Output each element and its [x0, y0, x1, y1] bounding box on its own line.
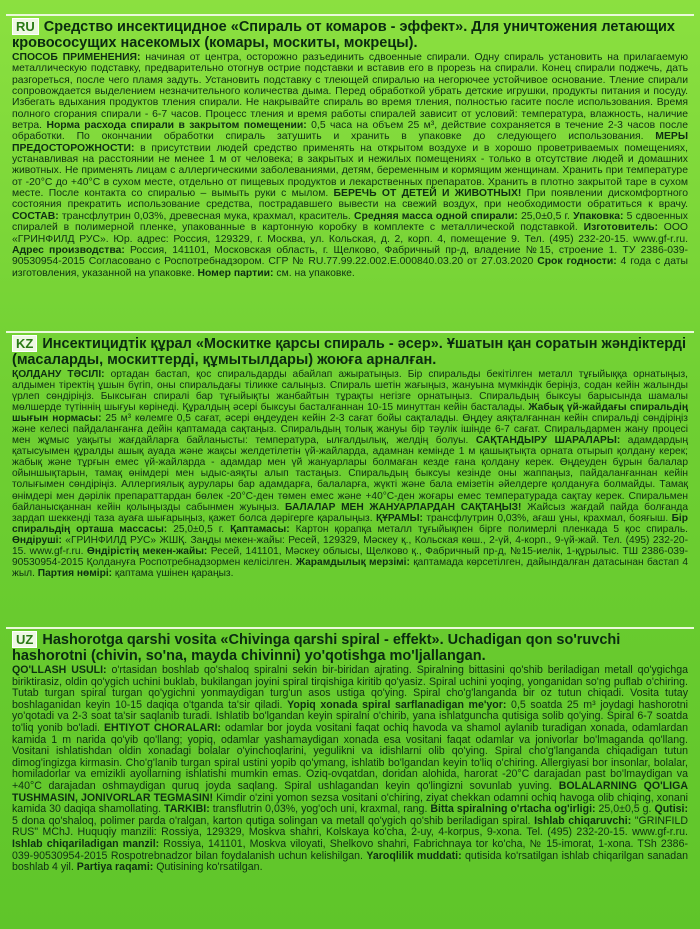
kz-shelf-life-heading: Жарамдылық мерзімі:: [295, 556, 410, 568]
ru-package-text: 5 сдвоенных спиралей в полимерной пленке, упакованные в картонную коробку в комплекте с металлической подставкой.: [12, 210, 688, 234]
uz-body-text: [12, 665, 688, 874]
uz-package-heading: Qutisi:: [654, 803, 688, 816]
ru-warning-text: в присутствии людей средство применять на открытом воздухе и в хорошо проветриваемых помещениях, устанавливая на расстоянии не менее 1 м от человека; в закрытых и нежилых помещениях - только в отсутствие людей и домашних животных. Не применять лицам с аллергическими заболеваниями, детям, беременным и кормящим женщинам. Хранить при температуре от -20°C до +40°C в сухом месте, отдельно от пищевых продуктов и лекарственных препаратов. Хранить в плотно закрытой таре в сухом месте. После контакта со спиралью – вымыть руки с мылом.: [12, 142, 688, 200]
uz-title-text: Hashorotga qarshi vosita «Chivinga qarshi spiral - effekt». Uchadigan qon so'ruvchi hashorotni (chivin, so'na, mayda chivinni) yo'qotishga mo'ljallangan.: [12, 632, 621, 664]
ru-composition-text: трансфлутрин 0,03%, древесная мука, крахмал, краситель.: [58, 210, 354, 222]
kz-lot-text: қаптама үшінен қараңыз.: [112, 567, 234, 579]
uz-mass-heading: Bitta spiralning o'rtacha og'irligi:: [430, 803, 596, 816]
ru-production-text: Россия, 141101, Московская область, г. Щелково, Фабричный пр-д, владение №15, строение 1. ТУ 2386-039-90530954-2015 Согласовано с Роспотребнадзором. СГР № RU.77.99.22.002.Е.000840.03.20 от 27.03.2020: [12, 244, 688, 268]
kz-composition-heading: ҚҰРАМЫ:: [375, 512, 423, 524]
ru-warning-heading: МЕРЫ ПРЕДОСТОРОЖНОСТИ:: [12, 131, 688, 154]
kz-title: [12, 335, 688, 368]
kazakh-section: [6, 331, 694, 611]
uz-shelf-life-text: qutisida ko'rsatilgan ishlab chiqarilgan sanadan boshlab 4 yil.: [12, 849, 688, 874]
ru-body-text: [12, 52, 688, 279]
kz-manufacturer-text: «ГРИНФИЛД РУС» ЖШҚ. Заңды мекен-жайы: Ресей, 129329, Мәскеу қ., Кольская көш., 2-үй, 4-корп., 9-үй-жай. Тел. (495) 232-20-15. www.gf-r.ru.: [12, 534, 688, 557]
uz-package-text: 5 dona qo'shaloq, polimer parda o'ralgan, karton qutiga solingan va metall qo'ygich qo'shib beriladigan spiral.: [12, 814, 535, 827]
ru-title: [12, 18, 688, 51]
ru-keep-away-heading: БЕРЕЧЬ ОТ ДЕТЕЙ И ЖИВОТНЫХ!: [333, 188, 522, 200]
uz-title: [12, 631, 688, 664]
uz-language-tag: UZ: [12, 631, 37, 648]
ru-lot-text: см. на упаковке.: [273, 267, 355, 279]
ru-shelf-life-text: 4 года с даты изготовления, указанной на упаковке.: [12, 256, 688, 279]
russian-section: [6, 14, 694, 319]
kz-warning-text: адамдардың қатысуымен құралды ашық ауада және жақсы желдетілетін үй-жайларда, адамнан кемінде 1 м қашықтықта орната отырып қолдану керек; жабық және тұрғын емес үй-жайларда - адамдар мен үй жануарлары болмаған кезде ғана қолдану керек. Өңдеуден бұрын балалар ойыншықтарын, тамақ өнімдері мен ыдыс-аяқты алып тастаңыз. Спиральдың быксуы кезінде оны жаппаңыз, пайдаланғаннан кейін толығымен сөндіріңіз. Аллергиялық аурулары бар адамдарға, балаларға, жүкті және бала емізетін әйелдерге қолдануға болмайды. Тамақ өнімдері мен дәрілік препараттардан бөлек -20°С-ден төмен емес және +40°С-ден жоғары емес температурада сақтау керек. Спиральмен байланысқаннан кейін қолыңызды сабынмен жуыңыз.: [12, 435, 689, 513]
ru-mass-text: 25,0±0,5 г.: [517, 210, 574, 222]
uz-keep-away-text: Kimdir o'zini yomon sezsa vositani o'chiring, ziyat chekkan odamni ochiq havoga olib chiqing, xonani kamida 30 daqiqa shamollating.: [12, 791, 688, 816]
uz-usage-text: o'rtasidan boshlab qo'shaloq spiralni sekin bir-biridan ajrating. Spiralning bittasini qo'shib beriladigan metall qo'ygichga biriktirasiz, oldin qo'ygich uchini buklab, bukilangan joyini spiral tirqishiga kiritib qo'yasiz. Spiral uchini yoqing, yonganidan so'ng puflab o'chiring. Tutab turgan spiral turgan qo'ygichni yonmaydigan turg'un asos ustiga qo'ying. Spiral cho'g'langanda bir oz tutun chiqadi. Vosita tutay boshlaganidan keyin 10-15 daqiqa o'tganda ta'sir qiladi.: [12, 664, 689, 711]
ru-usage-heading: СПОСОБ ПРИМЕНЕНИЯ:: [12, 52, 141, 63]
uz-lot-text: Qutisining ko'rsatilgan.: [153, 861, 263, 874]
ru-lot-heading: Номер партии:: [197, 267, 274, 279]
kz-package-text: Картон қорапқа металл тұғыйықпен бірге полимерлі пленкада 5 қос спираль.: [289, 523, 689, 535]
ru-composition-heading: СОСТАВ:: [12, 210, 59, 222]
uz-manufacturer-text: "GRINFILD RUS" MChJ. Huquqiy manzili: Rossiya, 129329, Moskva shahri, Kolskaya ko'cha, 2-uy, 4-korpus, 9-xona. Tel. (495) 232-20-15. www.gf-r.ru.: [12, 814, 688, 839]
ru-title-text: Средство инсектицидное «Спираль от комаров - эффект». Для уничтожения летающих кровососущих насекомых (комары, москиты, мокрецы).: [12, 19, 675, 51]
uz-rate-text: 0,5 soatda 25 m³ joydagi hashorotni yo'qotadi va 2-3 soat ta'sir saqlanib turadi. Ishlatib bo'lgandan keyin spiralni o'chirib, yana ishlatguncha qutisiga solib qo'ying. Spiral 6-7 soatda to'liq yonib bo'ladi.: [12, 698, 688, 734]
ru-production-heading: Адрес производства:: [12, 244, 125, 256]
kz-mass-heading: Бір спиральдің орташа массасы:: [12, 512, 688, 535]
uzbek-section: [6, 627, 694, 922]
ru-keep-away-text: При появлении дискомфортного состояния прекратить использование средства, пострадавшего вывести на свежий воздух, при необходимости обратиться к врачу.: [12, 188, 688, 211]
ru-manufacturer-text: ООО «ГРИНФИЛД РУС». Юр. адрес: Россия, 129329, г. Москва, ул. Кольская, д. 2, корп. 4, помещение 9. Тел. (495) 232-20-15. www.gf-r.ru.: [12, 222, 688, 245]
uz-warning-text: odamlar bor joyda vositani faqat ochiq havoda va shamol aylanib turadigan xonada, odamlardan kamida 1 m naridа qo'yib qo'llang; yopiq, odamlar yashamaydigan xonada esa vositani faqat odamlar va jonivorlar bo'lmaganda qo'llang. Vositani ishlatishdan oldin xonadagi bolalar o'yinchoqlarini, yegulikni va idishlarni olib qo'ying. Spiral cho'g'langanda chiqadigan tutun dimog'ingizga kirmasin. Cho'g'lanib turgan spiral ustini yopib qo'ymang, ishlatib bo'lgandan keyin to'liq o'chiring. Allergiyasi bor insonlar, bolalar, homiladorlar va emizikli ayollarning ishlatishi mumkin emas. Oziq-ovqatdan, doridan alohida, harorat -20°C darajadan past bo'lmaydigan va +40°C darajadan oshmaydigan quruq joyda saqlang. Spiral ushlagandan keyin qo'lingizni sovunlab yuving.: [12, 721, 688, 792]
kz-rate-heading: Жабық үй-жайдағы спиральдің шығын нормасы:: [12, 402, 689, 425]
uz-mass-text: 25,0±0,5 g.: [595, 803, 655, 816]
kz-package-heading: Қаптамасы:: [230, 523, 290, 535]
uz-composition-heading: TARKIBI:: [164, 803, 210, 816]
uz-manufacturer-heading: Ishlab chiqaruvchi:: [534, 814, 632, 827]
ru-mass-heading: Средняя масса одной спирали:: [354, 210, 518, 222]
ru-usage-text: начиная от центра, осторожно разъединить сдвоенные спирали. Одну спираль установить на прилагаемую металлическую подставку, предварительно отогнув острие подставки и вставив его в прорезь на спирали. Конец спирали поджечь, дать разгореться, после чего пламя задуть. Установить подставку с тлеющей спиралью на негорючее устойчивое основание. Тление спирали сопровождается выделением незначительного количества дыма. Перед обработкой убрать детские игрушки, продукты питания и посуду. Избегать вдыхания продуктов тления спирали. Не накрывайте спираль во время тления, полностью гасите после использования. Время полного сгорания спирали - 6-7 часов. Процесс тления и время работы спиралей зависит от условий: температура, влажность, наличие ветра.: [12, 52, 688, 132]
uz-warning-heading: EHTIYOT CHORALARI:: [103, 721, 221, 734]
ru-shelf-life-heading: Срок годности:: [537, 256, 617, 268]
kz-shelf-life-text: қаптамада көрсетілген, дайындалған датасынан бастап 4 жыл.: [12, 556, 689, 579]
kz-keep-away-heading: БАЛАЛАР МЕН ЖАНУАРЛАРДАН САҚТАҢЫЗ!: [285, 501, 522, 513]
kz-production-heading: Өндірістің мекен-жайы:: [86, 545, 208, 557]
uz-rate-heading: Yopiq xonada spiral sarflanadigan me'yor:: [287, 698, 507, 711]
kz-rate-text: 25 м³ көлемге 0,5 сағат, әсері өңдеуден кейін 2-3 сағат бойы сақталады. Өңдеу аяқталғаннан кейін спиральді сөндіріңіз және келесі пайдаланғанға дейін қаптамада сақтаңыз. Спиральдың толық жануы бір тәулік ішінде 6-7 сағат. Спиральдармен жану процесі мен жұмыс уақыты жағдайларға байланысты: температура, ылғалдылық, желдің болуы.: [12, 413, 688, 447]
ru-rate-text: 0,5 часа на объем 25 м³, действие сохраняется в течение 2-3 часов после обработки. По окончании обработки спираль затушить и хранить в упаковке до следующего использования.: [12, 120, 688, 143]
kz-language-tag: KZ: [12, 335, 37, 352]
kz-warning-heading: САҚТАНДЫРУ ШАРАЛАРЫ:: [475, 435, 621, 447]
kz-body-text: [12, 369, 688, 579]
ru-language-tag: RU: [12, 18, 39, 35]
kz-manufacturer-heading: Өндіруші:: [12, 534, 62, 546]
kz-usage-text: ортадан бастап, қос спиральдарды абайлап ажыратыңыз. Бір спиральды бекітілген металл тұғыйыққа орнатыңыз, алдымен тіректің ұшын бүгіп, оны спиральдағы тіликке салыңыз. Спираль шетін жағыңыз, жануына мүмкіндік беріңіз, содан кейін жалынды үрлеп сөндіріңіз. Быксыған спиралі бар тұғыйықты жанбайтын тұрақты негізге орнатыңыз. Спиральдың быксуы барысында шамалы мөлшерде түтіннің шығуы көрінеді. Құралдың әсері быксуы басталғаннан 10-15 минуттан кейін басталады.: [12, 369, 688, 414]
uz-production-text: Rossiya, 141101, Moskva viloyati, Shelkovo shahri, Fabrichnaya tor ko'cha, № 15-imorat, 1-xona. TSh 2386-039-90530954-2015 Rospotrebnadzor bilan foydalanish uchun kelishilgan.: [12, 837, 688, 862]
kz-usage-heading: ҚОЛДАНУ ТӘСІЛІ:: [12, 369, 105, 380]
uz-lot-heading: Partiya raqami:: [76, 861, 154, 874]
uz-production-heading: Ishlab chiqariladigan manzil:: [12, 837, 160, 850]
uz-keep-away-heading: BOLALARNING QO'LIGA TUSHMASIN, JONIVORLAR TEGMASIN!: [12, 779, 688, 804]
ru-package-heading: Упаковка:: [573, 210, 624, 222]
uz-composition-text: transflutrin 0,03%, yog'och uni, kraxmal, rang.: [209, 803, 431, 816]
uz-shelf-life-heading: Yaroqlilik muddati:: [366, 849, 462, 862]
uz-usage-heading: QO'LLASH USULI:: [12, 664, 107, 676]
kz-composition-text: трансфлутрин 0,03%, ағаш ұны, крахмал, бояғыш.: [422, 512, 672, 524]
kz-title-text: Инсектицидтік құрал «Москитке қарсы спираль - әсер». Ұшатын қан соратын жәндіктерді (масаларды, москиттерді, құмытылдары) жоюға арналған.: [12, 336, 687, 368]
kz-production-text: Ресей, 141101, Мәскеу облысы, Щелково қ., Фабричный пр-д, №15-иелік, 1-құрылыс. ТШ 2386-039-90530954-2015 Қолдануға Роспотребнадзормен келісілген.: [12, 545, 688, 568]
ru-rate-heading: Норма расхода спирали в закрытом помещении:: [46, 120, 307, 132]
ru-manufacturer-heading: Изготовитель:: [583, 222, 658, 234]
kz-mass-text: 25,0±0,5 г.: [167, 523, 231, 535]
kz-lot-heading: Партия нөмірі:: [37, 567, 113, 579]
kz-keep-away-text: Жайсыз жағдай пайда болғанда зардап шеккенді таза ауаға шығарыңыз, қажет болса дәрігерге қаралыңыз.: [12, 501, 689, 524]
